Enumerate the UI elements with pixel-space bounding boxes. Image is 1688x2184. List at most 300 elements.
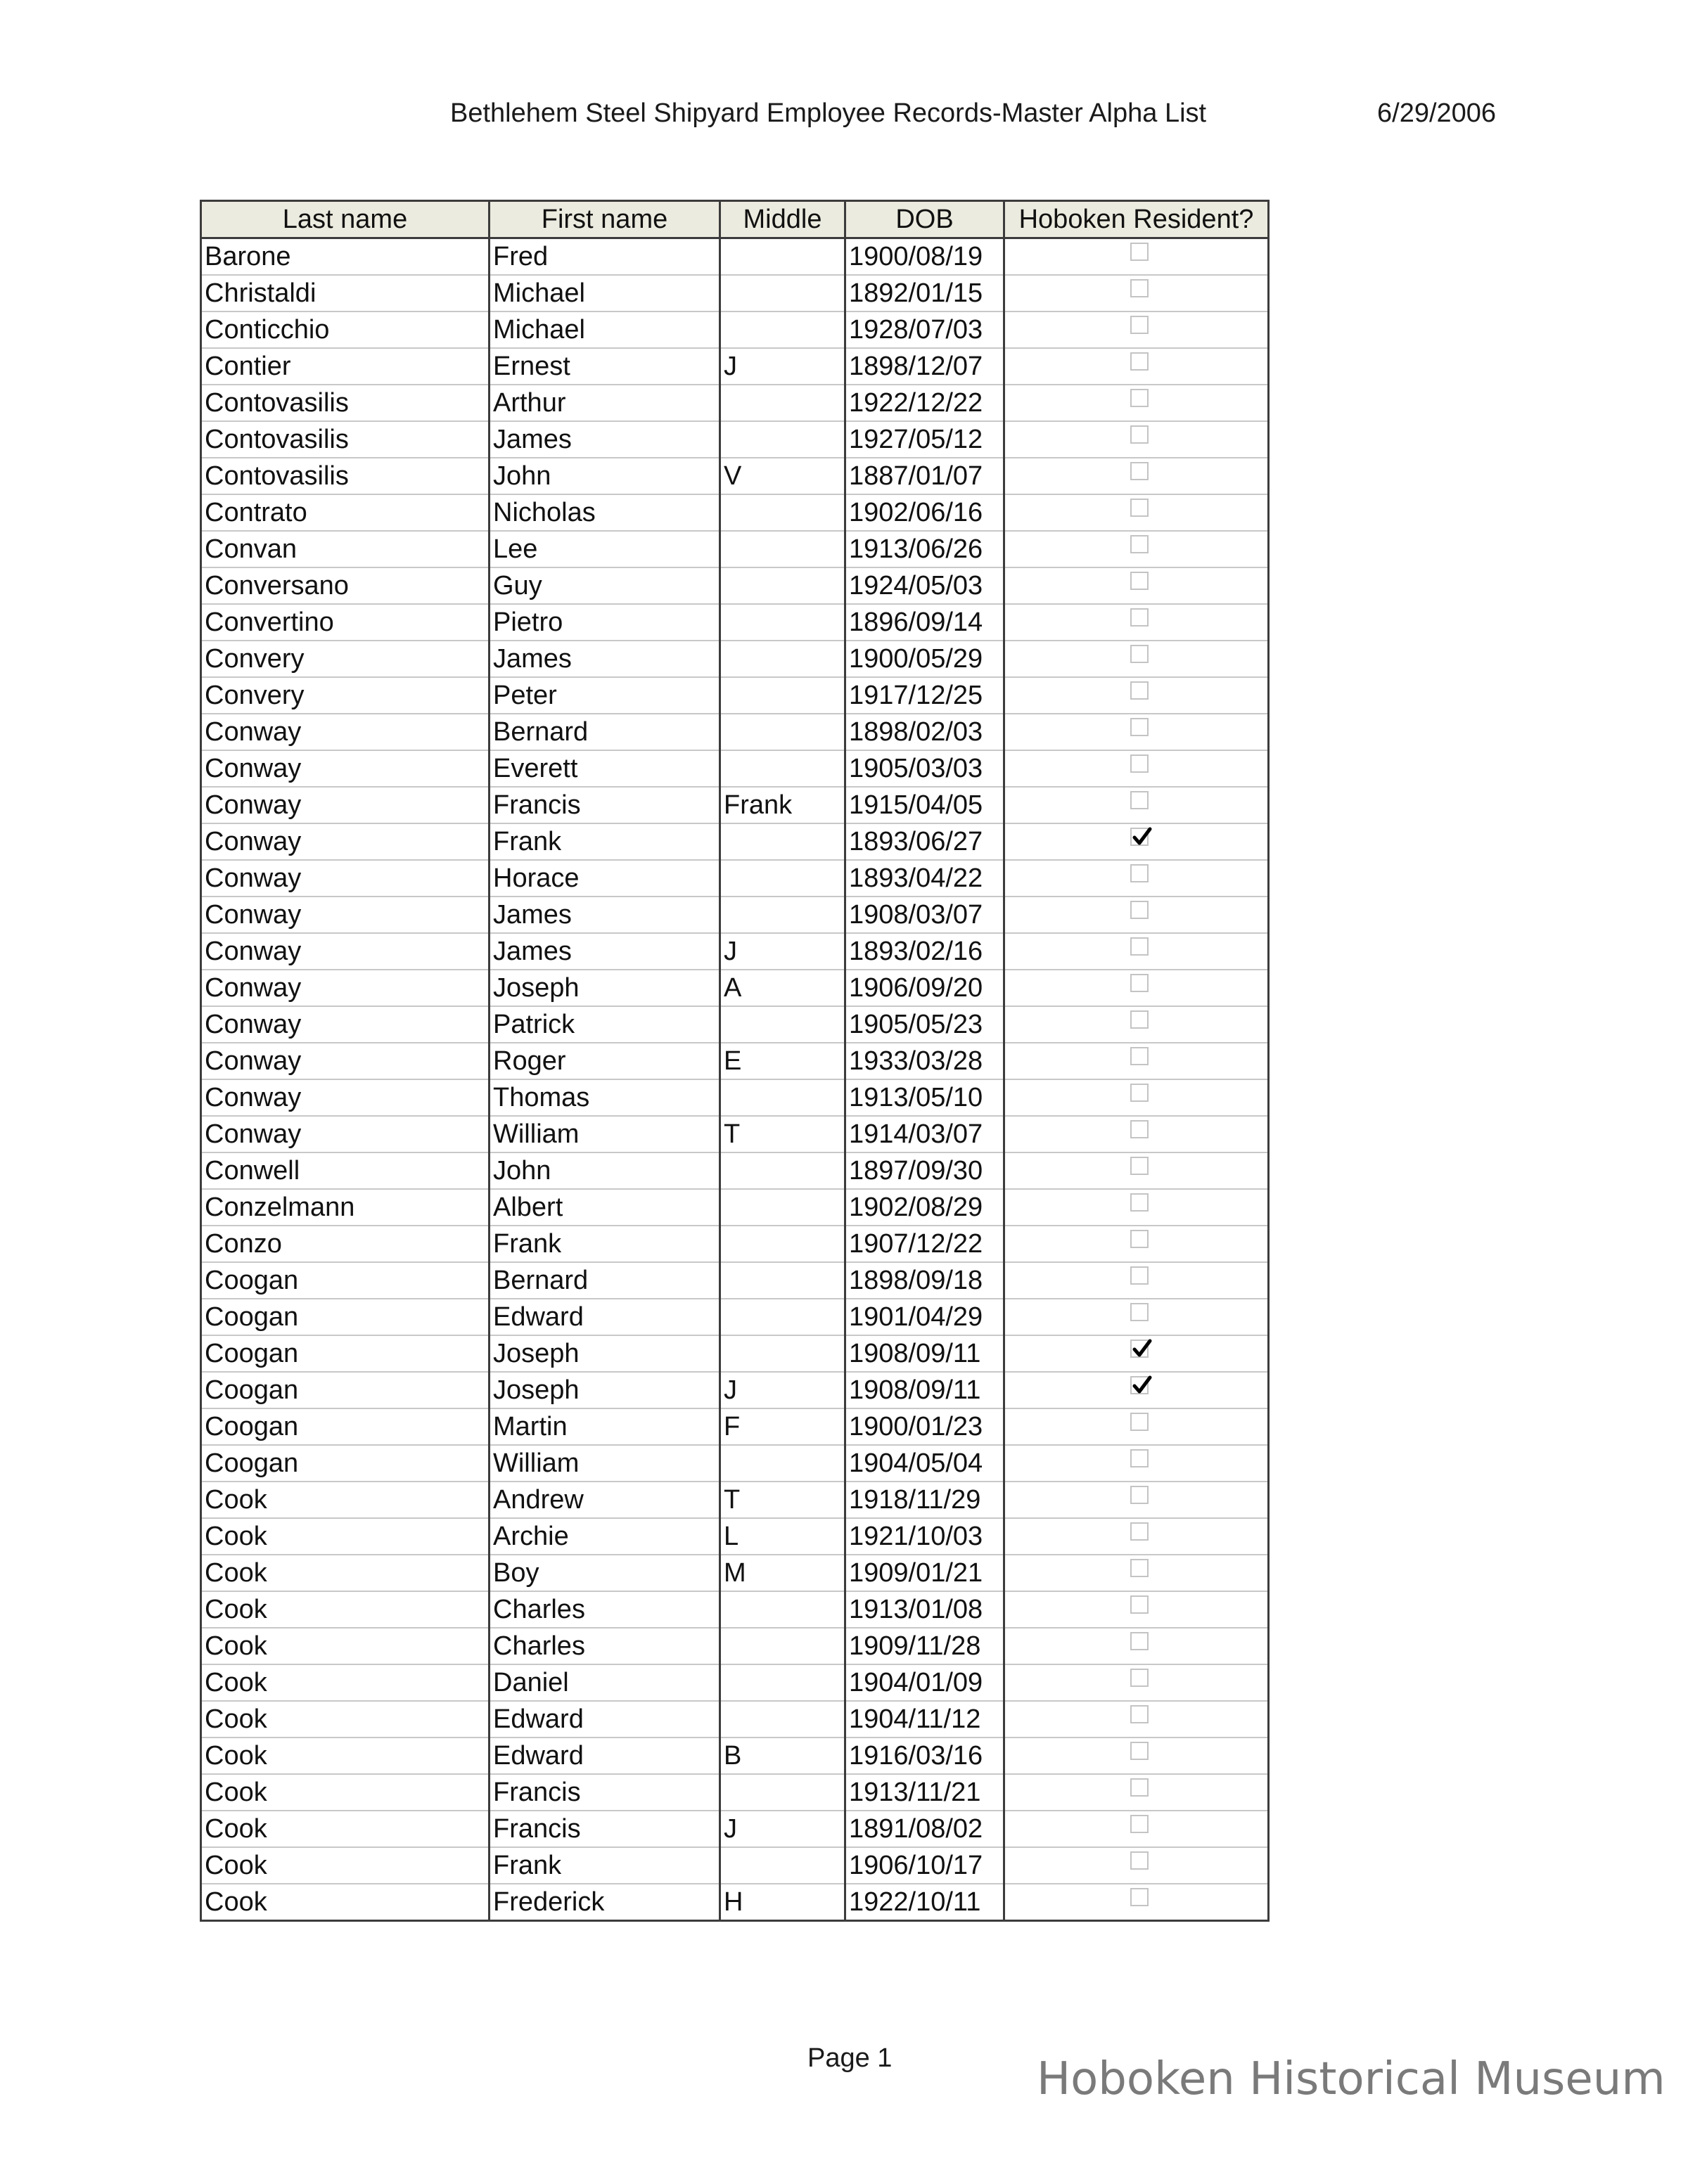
cell-first-name: Boy <box>490 1555 720 1591</box>
cell-hoboken-resident <box>1004 1482 1269 1518</box>
checkbox[interactable] <box>1130 791 1149 809</box>
cell-middle <box>720 677 845 714</box>
table-row <box>201 348 1269 385</box>
cell-first-name: Michael <box>490 311 720 348</box>
cell-first-name: Francis <box>490 1774 720 1811</box>
cell-hoboken-resident <box>1004 1299 1269 1335</box>
checkbox[interactable] <box>1130 462 1149 480</box>
table-row <box>201 1555 1269 1591</box>
cell-middle: Frank <box>720 787 845 823</box>
table-row <box>201 1482 1269 1518</box>
checkbox[interactable] <box>1130 1413 1149 1431</box>
table-row <box>201 1847 1269 1884</box>
cell-dob: 1900/05/29 <box>845 641 1004 677</box>
cell-last-name: Cook <box>201 1774 490 1811</box>
cell-middle <box>720 1189 845 1226</box>
cell-dob: 1917/12/25 <box>845 677 1004 714</box>
cell-hoboken-resident <box>1004 1335 1269 1372</box>
table-row <box>201 311 1269 348</box>
cell-middle <box>720 531 845 567</box>
table-row <box>201 1226 1269 1262</box>
cell-first-name: William <box>490 1445 720 1482</box>
checkbox[interactable] <box>1130 1522 1149 1541</box>
cell-dob: 1907/12/22 <box>845 1226 1004 1262</box>
cell-last-name: Conway <box>201 1006 490 1043</box>
cell-hoboken-resident <box>1004 458 1269 494</box>
table-row <box>201 897 1269 933</box>
cell-first-name: Archie <box>490 1518 720 1555</box>
cell-dob: 1891/08/02 <box>845 1811 1004 1847</box>
cell-hoboken-resident <box>1004 238 1269 276</box>
cell-first-name: Michael <box>490 275 720 311</box>
cell-middle <box>720 1847 845 1884</box>
checkbox[interactable] <box>1130 425 1149 444</box>
table-row <box>201 1262 1269 1299</box>
checkbox[interactable] <box>1130 1084 1149 1102</box>
cell-middle <box>720 1226 845 1262</box>
cell-last-name: Cook <box>201 1701 490 1737</box>
cell-middle <box>720 421 845 458</box>
cell-last-name: Contovasilis <box>201 385 490 421</box>
cell-middle <box>720 275 845 311</box>
cell-first-name: Frank <box>490 1226 720 1262</box>
cell-dob: 1893/04/22 <box>845 860 1004 897</box>
cell-dob: 1904/11/12 <box>845 1701 1004 1737</box>
cell-hoboken-resident <box>1004 1152 1269 1189</box>
watermark: Hoboken Historical Museum <box>1037 2053 1665 2105</box>
cell-first-name: Francis <box>490 787 720 823</box>
cell-middle <box>720 311 845 348</box>
checkbox[interactable] <box>1130 1449 1149 1467</box>
cell-dob: 1893/06/27 <box>845 823 1004 860</box>
cell-middle: H <box>720 1884 845 1921</box>
checkbox[interactable] <box>1130 864 1149 882</box>
cell-middle <box>720 1079 845 1116</box>
column-header-dob: DOB <box>845 201 1004 238</box>
table-row <box>201 641 1269 677</box>
cell-hoboken-resident <box>1004 970 1269 1006</box>
cell-middle <box>720 1006 845 1043</box>
checkbox[interactable] <box>1130 1486 1149 1504</box>
cell-hoboken-resident <box>1004 933 1269 970</box>
cell-first-name: James <box>490 933 720 970</box>
cell-last-name: Conway <box>201 823 490 860</box>
table-row <box>201 677 1269 714</box>
cell-last-name: Conversano <box>201 567 490 604</box>
checkbox[interactable] <box>1130 1157 1149 1175</box>
checked-checkbox[interactable] <box>1130 1376 1149 1394</box>
cell-middle <box>720 1262 845 1299</box>
checkbox[interactable] <box>1130 1851 1149 1870</box>
cell-middle <box>720 1664 845 1701</box>
cell-hoboken-resident <box>1004 1445 1269 1482</box>
cell-first-name: Nicholas <box>490 494 720 531</box>
table-row <box>201 1628 1269 1664</box>
cell-last-name: Cook <box>201 1518 490 1555</box>
cell-first-name: Joseph <box>490 1372 720 1408</box>
employee-records-table <box>200 200 1270 1922</box>
checkbox[interactable] <box>1130 1559 1149 1577</box>
cell-middle <box>720 641 845 677</box>
cell-hoboken-resident <box>1004 1737 1269 1774</box>
cell-first-name: Thomas <box>490 1079 720 1116</box>
cell-last-name: Conway <box>201 750 490 787</box>
cell-last-name: Coogan <box>201 1335 490 1372</box>
table-row <box>201 458 1269 494</box>
cell-last-name: Coogan <box>201 1408 490 1445</box>
cell-dob: 1922/12/22 <box>845 385 1004 421</box>
cell-hoboken-resident <box>1004 1116 1269 1152</box>
cell-middle: T <box>720 1116 845 1152</box>
cell-dob: 1914/03/07 <box>845 1116 1004 1152</box>
cell-hoboken-resident <box>1004 1043 1269 1079</box>
cell-hoboken-resident <box>1004 1226 1269 1262</box>
cell-middle: A <box>720 970 845 1006</box>
page-title: Bethlehem Steel Shipyard Employee Records-Master Alpha List <box>450 98 1207 128</box>
checkbox[interactable] <box>1130 1303 1149 1321</box>
cell-middle <box>720 567 845 604</box>
cell-last-name: Christaldi <box>201 275 490 311</box>
cell-first-name: Pietro <box>490 604 720 641</box>
cell-last-name: Conway <box>201 1116 490 1152</box>
cell-dob: 1905/03/03 <box>845 750 1004 787</box>
cell-dob: 1922/10/11 <box>845 1884 1004 1921</box>
cell-hoboken-resident <box>1004 348 1269 385</box>
cell-first-name: Roger <box>490 1043 720 1079</box>
cell-last-name: Convery <box>201 641 490 677</box>
cell-last-name: Conway <box>201 933 490 970</box>
checkbox[interactable] <box>1130 608 1149 627</box>
cell-first-name: Frank <box>490 1847 720 1884</box>
cell-middle <box>720 385 845 421</box>
checkbox[interactable] <box>1130 1047 1149 1065</box>
table-row <box>201 714 1269 750</box>
cell-dob: 1913/11/21 <box>845 1774 1004 1811</box>
cell-dob: 1898/12/07 <box>845 348 1004 385</box>
cell-hoboken-resident <box>1004 311 1269 348</box>
cell-first-name: Edward <box>490 1701 720 1737</box>
checkbox[interactable] <box>1130 1595 1149 1614</box>
cell-first-name: Francis <box>490 1811 720 1847</box>
cell-hoboken-resident <box>1004 714 1269 750</box>
cell-hoboken-resident <box>1004 1774 1269 1811</box>
table-row <box>201 1006 1269 1043</box>
cell-dob: 1927/05/12 <box>845 421 1004 458</box>
cell-last-name: Conway <box>201 714 490 750</box>
cell-dob: 1909/11/28 <box>845 1628 1004 1664</box>
cell-dob: 1909/01/21 <box>845 1555 1004 1591</box>
cell-last-name: Conway <box>201 860 490 897</box>
cell-first-name: Fred <box>490 238 720 276</box>
cell-middle: E <box>720 1043 845 1079</box>
table-row <box>201 750 1269 787</box>
cell-middle <box>720 1774 845 1811</box>
cell-dob: 1906/09/20 <box>845 970 1004 1006</box>
cell-dob: 1902/08/29 <box>845 1189 1004 1226</box>
table-row <box>201 275 1269 311</box>
checkbox[interactable] <box>1130 974 1149 992</box>
cell-first-name: James <box>490 641 720 677</box>
cell-middle: L <box>720 1518 845 1555</box>
checkbox[interactable] <box>1130 754 1149 773</box>
cell-hoboken-resident <box>1004 677 1269 714</box>
checkbox[interactable] <box>1130 645 1149 663</box>
table-row <box>201 1811 1269 1847</box>
cell-dob: 1908/09/11 <box>845 1372 1004 1408</box>
table-row <box>201 421 1269 458</box>
cell-last-name: Contovasilis <box>201 421 490 458</box>
cell-middle <box>720 1628 845 1664</box>
cell-first-name: Ernest <box>490 348 720 385</box>
column-header-middle: Middle <box>720 201 845 238</box>
cell-dob: 1892/01/15 <box>845 275 1004 311</box>
cell-first-name: Albert <box>490 1189 720 1226</box>
cell-last-name: Conway <box>201 1043 490 1079</box>
cell-last-name: Cook <box>201 1664 490 1701</box>
cell-middle <box>720 1335 845 1372</box>
cell-middle: V <box>720 458 845 494</box>
table-row <box>201 1884 1269 1921</box>
checkbox[interactable] <box>1130 316 1149 334</box>
table-row <box>201 787 1269 823</box>
cell-first-name: Frank <box>490 823 720 860</box>
cell-last-name: Convery <box>201 677 490 714</box>
cell-hoboken-resident <box>1004 641 1269 677</box>
cell-hoboken-resident <box>1004 1518 1269 1555</box>
checkbox[interactable] <box>1130 389 1149 407</box>
cell-middle <box>720 823 845 860</box>
page-number: Page 1 <box>807 2043 893 2073</box>
cell-hoboken-resident <box>1004 1847 1269 1884</box>
cell-middle <box>720 750 845 787</box>
cell-hoboken-resident <box>1004 567 1269 604</box>
cell-middle: B <box>720 1737 845 1774</box>
column-header-last-name: Last name <box>201 201 490 238</box>
cell-hoboken-resident <box>1004 531 1269 567</box>
table-row <box>201 1591 1269 1628</box>
table-row <box>201 1299 1269 1335</box>
cell-dob: 1902/06/16 <box>845 494 1004 531</box>
cell-first-name: Bernard <box>490 1262 720 1299</box>
cell-middle: T <box>720 1482 845 1518</box>
table-row <box>201 823 1269 860</box>
table-row <box>201 1774 1269 1811</box>
cell-dob: 1904/05/04 <box>845 1445 1004 1482</box>
cell-last-name: Conway <box>201 897 490 933</box>
table-row <box>201 604 1269 641</box>
cell-hoboken-resident <box>1004 275 1269 311</box>
table-row <box>201 1152 1269 1189</box>
cell-first-name: Everett <box>490 750 720 787</box>
cell-first-name: William <box>490 1116 720 1152</box>
cell-hoboken-resident <box>1004 1884 1269 1921</box>
cell-last-name: Barone <box>201 238 490 276</box>
cell-hoboken-resident <box>1004 494 1269 531</box>
table-row <box>201 1116 1269 1152</box>
cell-last-name: Conzelmann <box>201 1189 490 1226</box>
cell-last-name: Convertino <box>201 604 490 641</box>
table-row <box>201 1701 1269 1737</box>
table-row <box>201 494 1269 531</box>
checkbox[interactable] <box>1130 1778 1149 1797</box>
checkmark-icon <box>1131 826 1152 847</box>
cell-first-name: John <box>490 1152 720 1189</box>
table-row <box>201 933 1269 970</box>
cell-hoboken-resident <box>1004 1628 1269 1664</box>
checkbox[interactable] <box>1130 1632 1149 1650</box>
cell-dob: 1933/03/28 <box>845 1043 1004 1079</box>
cell-first-name: Patrick <box>490 1006 720 1043</box>
cell-first-name: Charles <box>490 1591 720 1628</box>
header-row <box>201 201 1269 238</box>
table-row <box>201 1664 1269 1701</box>
table-row <box>201 531 1269 567</box>
cell-hoboken-resident <box>1004 1811 1269 1847</box>
cell-last-name: Conzo <box>201 1226 490 1262</box>
cell-dob: 1915/04/05 <box>845 787 1004 823</box>
cell-first-name: Martin <box>490 1408 720 1445</box>
cell-last-name: Cook <box>201 1737 490 1774</box>
cell-dob: 1898/09/18 <box>845 1262 1004 1299</box>
table-row <box>201 1043 1269 1079</box>
cell-dob: 1900/01/23 <box>845 1408 1004 1445</box>
cell-dob: 1928/07/03 <box>845 311 1004 348</box>
cell-last-name: Conwell <box>201 1152 490 1189</box>
column-header-first-name: First name <box>490 201 720 238</box>
cell-last-name: Contrato <box>201 494 490 531</box>
checkbox[interactable] <box>1130 352 1149 371</box>
cell-first-name: Charles <box>490 1628 720 1664</box>
cell-last-name: Coogan <box>201 1262 490 1299</box>
cell-middle: J <box>720 933 845 970</box>
table-row <box>201 1372 1269 1408</box>
cell-hoboken-resident <box>1004 421 1269 458</box>
cell-last-name: Conway <box>201 1079 490 1116</box>
table-row <box>201 1518 1269 1555</box>
checkbox[interactable] <box>1130 1230 1149 1248</box>
cell-hoboken-resident <box>1004 385 1269 421</box>
cell-first-name: Joseph <box>490 970 720 1006</box>
cell-middle <box>720 714 845 750</box>
checkbox[interactable] <box>1130 572 1149 590</box>
cell-hoboken-resident <box>1004 1189 1269 1226</box>
cell-hoboken-resident <box>1004 860 1269 897</box>
cell-last-name: Conway <box>201 787 490 823</box>
cell-first-name: Lee <box>490 531 720 567</box>
cell-hoboken-resident <box>1004 1262 1269 1299</box>
cell-middle: J <box>720 348 845 385</box>
cell-last-name: Contier <box>201 348 490 385</box>
cell-last-name: Cook <box>201 1482 490 1518</box>
cell-dob: 1908/03/07 <box>845 897 1004 933</box>
cell-dob: 1897/09/30 <box>845 1152 1004 1189</box>
checked-checkbox[interactable] <box>1130 1340 1149 1358</box>
cell-first-name: Peter <box>490 677 720 714</box>
table-body <box>201 238 1269 1921</box>
cell-dob: 1913/01/08 <box>845 1591 1004 1628</box>
cell-middle <box>720 1701 845 1737</box>
cell-dob: 1906/10/17 <box>845 1847 1004 1884</box>
cell-dob: 1913/05/10 <box>845 1079 1004 1116</box>
checkbox[interactable] <box>1130 535 1149 553</box>
checkbox[interactable] <box>1130 279 1149 297</box>
cell-hoboken-resident <box>1004 1591 1269 1628</box>
cell-middle <box>720 494 845 531</box>
checkbox[interactable] <box>1130 243 1149 261</box>
checkbox[interactable] <box>1130 1010 1149 1029</box>
checkbox[interactable] <box>1130 1705 1149 1723</box>
cell-first-name: John <box>490 458 720 494</box>
cell-first-name: Edward <box>490 1737 720 1774</box>
cell-last-name: Convan <box>201 531 490 567</box>
cell-first-name: Guy <box>490 567 720 604</box>
cell-last-name: Cook <box>201 1555 490 1591</box>
cell-hoboken-resident <box>1004 1079 1269 1116</box>
cell-hoboken-resident <box>1004 897 1269 933</box>
cell-first-name: Horace <box>490 860 720 897</box>
cell-middle <box>720 860 845 897</box>
cell-dob: 1916/03/16 <box>845 1737 1004 1774</box>
checked-checkbox[interactable] <box>1130 828 1149 846</box>
cell-last-name: Coogan <box>201 1445 490 1482</box>
cell-last-name: Cook <box>201 1591 490 1628</box>
cell-middle: F <box>720 1408 845 1445</box>
checkbox[interactable] <box>1130 499 1149 517</box>
cell-last-name: Coogan <box>201 1299 490 1335</box>
checkbox[interactable] <box>1130 901 1149 919</box>
cell-hoboken-resident <box>1004 1701 1269 1737</box>
cell-middle: M <box>720 1555 845 1591</box>
checkbox[interactable] <box>1130 1669 1149 1687</box>
cell-last-name: Conticchio <box>201 311 490 348</box>
table-row <box>201 1189 1269 1226</box>
cell-hoboken-resident <box>1004 604 1269 641</box>
cell-hoboken-resident <box>1004 1006 1269 1043</box>
cell-middle <box>720 1152 845 1189</box>
cell-last-name: Cook <box>201 1811 490 1847</box>
cell-dob: 1901/04/29 <box>845 1299 1004 1335</box>
cell-dob: 1893/02/16 <box>845 933 1004 970</box>
cell-middle: J <box>720 1372 845 1408</box>
checkbox[interactable] <box>1130 1193 1149 1212</box>
cell-dob: 1913/06/26 <box>845 531 1004 567</box>
table-row <box>201 1737 1269 1774</box>
cell-dob: 1908/09/11 <box>845 1335 1004 1372</box>
checkbox[interactable] <box>1130 681 1149 700</box>
checkbox[interactable] <box>1130 1888 1149 1906</box>
cell-hoboken-resident <box>1004 787 1269 823</box>
checkbox[interactable] <box>1130 1120 1149 1138</box>
table-row <box>201 238 1269 276</box>
cell-first-name: Andrew <box>490 1482 720 1518</box>
cell-dob: 1896/09/14 <box>845 604 1004 641</box>
cell-first-name: James <box>490 897 720 933</box>
cell-first-name: Frederick <box>490 1884 720 1921</box>
table-row <box>201 1408 1269 1445</box>
cell-first-name: Daniel <box>490 1664 720 1701</box>
cell-dob: 1898/02/03 <box>845 714 1004 750</box>
cell-hoboken-resident <box>1004 1408 1269 1445</box>
cell-last-name: Conway <box>201 970 490 1006</box>
cell-dob: 1900/08/19 <box>845 238 1004 276</box>
cell-hoboken-resident <box>1004 750 1269 787</box>
checkbox[interactable] <box>1130 1815 1149 1833</box>
checkbox[interactable] <box>1130 1266 1149 1285</box>
cell-hoboken-resident <box>1004 1372 1269 1408</box>
checkbox[interactable] <box>1130 718 1149 736</box>
checkbox[interactable] <box>1130 1742 1149 1760</box>
checkbox[interactable] <box>1130 937 1149 956</box>
